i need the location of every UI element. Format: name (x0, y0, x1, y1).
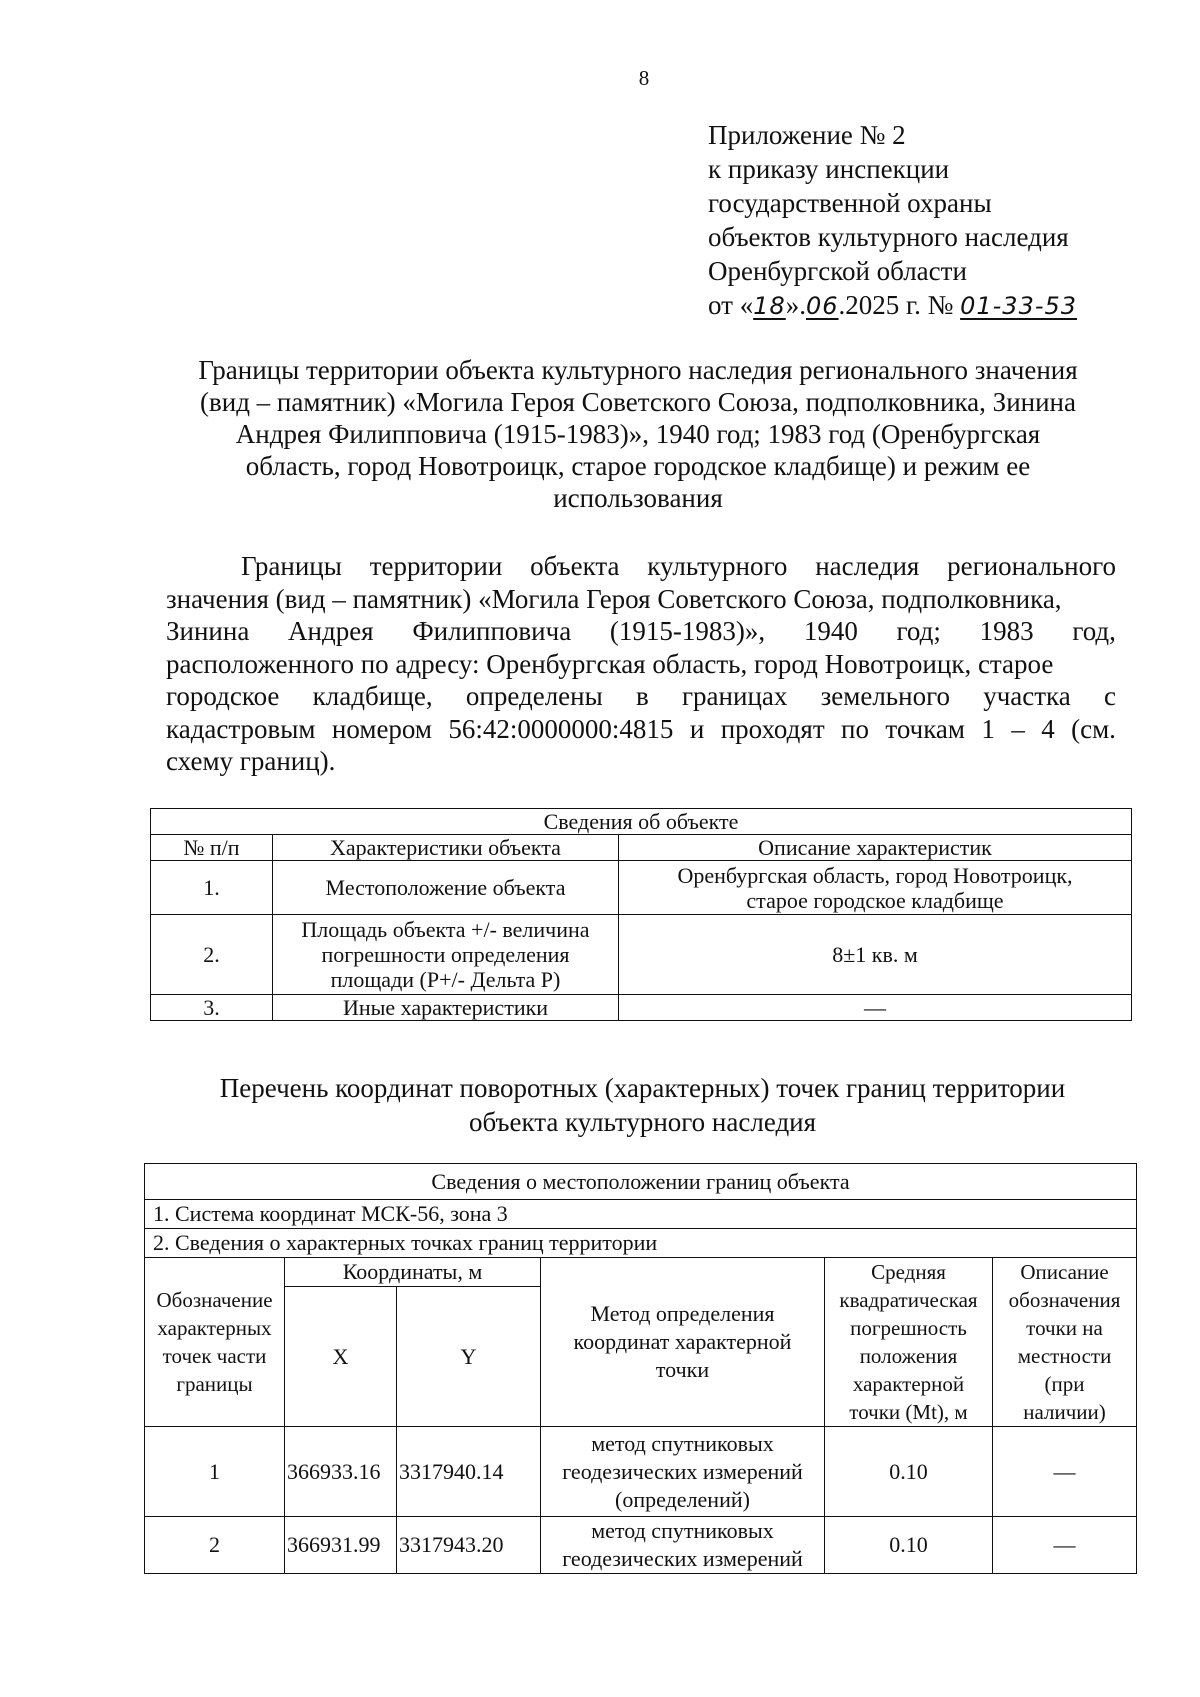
table-header-row (145, 1258, 1137, 1287)
method-cell (541, 1517, 825, 1574)
paragraph-word: территории (369, 551, 503, 581)
paragraph-word: расположенного по адресу: Оренбургская область, город Новотроицк, старое (166, 648, 1054, 679)
paragraph-word: и (689, 713, 705, 744)
paragraph-word: земельного (820, 681, 950, 711)
section-title-line: Перечень координат поворотных (характерных) точек границ территории (219, 1073, 1066, 1103)
paragraph-word: в (636, 681, 649, 711)
header-line: местности (1017, 1344, 1112, 1368)
x-coordinate: 366933.16 (285, 1427, 397, 1517)
paragraph-word: участка (983, 681, 1071, 711)
title-line: использования (553, 483, 723, 513)
paragraph-word: 1983 (979, 616, 1034, 646)
table-header-row (151, 835, 1132, 861)
boundary-description-paragraph (166, 550, 1116, 778)
header-line: точек части (162, 1344, 267, 1368)
paragraph-word: проходят (720, 713, 825, 744)
point-description: — (993, 1427, 1137, 1517)
characteristic-name (273, 861, 619, 915)
cell-line: погрешности определения (321, 942, 570, 967)
appendix-line: к приказу инспекции (708, 154, 950, 184)
header-line: (при (1044, 1372, 1085, 1396)
error-value: 0.10 (825, 1517, 993, 1574)
title-line: Границы территории объекта культурного наследия регионального значения (198, 355, 1078, 385)
paragraph-word: Границы (241, 551, 342, 581)
appendix-header (708, 118, 1077, 323)
paragraph-word: 56:42:0000000:4815 (448, 713, 674, 744)
y-coordinate: 3317940.14 (397, 1427, 541, 1517)
table-row (151, 995, 1132, 1021)
cell-line: Иные характеристики (342, 995, 549, 1020)
date-suffix: .2025 г. № (838, 290, 961, 320)
cell-line: Оренбургская область, город Новотроицк, (677, 862, 1073, 888)
paragraph-word: регионального (947, 551, 1116, 581)
characteristic-description (619, 861, 1132, 915)
header-line: координат характерной (573, 1329, 792, 1354)
paragraph-word: 4 (1041, 713, 1055, 744)
characteristic-description (619, 995, 1132, 1021)
paragraph-word: границах (681, 681, 788, 711)
paragraph-word: по (841, 713, 869, 744)
table-row (151, 915, 1132, 995)
header-line: границы (176, 1372, 253, 1396)
paragraph-word: Андрея (288, 616, 374, 646)
point-number: 2 (145, 1517, 285, 1574)
x-coordinate: 366931.99 (285, 1517, 397, 1574)
paragraph-word: год; (896, 616, 941, 646)
method-cell (541, 1427, 825, 1517)
paragraph-line (166, 648, 1116, 681)
point-designation-header (145, 1258, 285, 1427)
section-title-line: объекта культурного наследия (468, 1107, 817, 1137)
row-number: 2. (151, 915, 273, 995)
cell-line: геодезических измерений (562, 1546, 803, 1571)
appendix-line: государственной охраны (708, 188, 992, 218)
table-row (145, 1517, 1137, 1574)
paragraph-word: Зинина (166, 616, 250, 646)
paragraph-word: Филипповича (412, 616, 572, 646)
cell-line: — (864, 995, 886, 1020)
method-header (541, 1258, 825, 1427)
points-caption: 2. Сведения о характерных точках границ территории (145, 1229, 1137, 1258)
cell-line: Местоположение объекта (325, 875, 566, 900)
header-line: характерных (157, 1316, 272, 1340)
cell-line: 8±1 кв. м (832, 942, 918, 967)
cell-line: площади (Р+/- Дельта Р) (330, 967, 561, 992)
paragraph-line (166, 550, 1116, 583)
header-line: Обозначение (156, 1288, 273, 1312)
header-line: погрешность (850, 1316, 967, 1340)
header-line: точки на (1026, 1316, 1103, 1340)
column-header: Описание характеристик (619, 835, 1132, 861)
paragraph-word: 1940 (803, 616, 858, 646)
coordinate-system-row (145, 1200, 1137, 1229)
paragraph-line (166, 680, 1116, 713)
appendix-line: Приложение № 2 (708, 120, 906, 150)
cell-line: (определений) (615, 1486, 750, 1512)
characteristic-description (619, 915, 1132, 995)
table-caption: Сведения об объекте (151, 809, 1132, 835)
paragraph-line (166, 615, 1116, 648)
handwritten-month: 06 (806, 292, 839, 320)
coordinates-section-title (150, 1071, 1135, 1139)
point-description: — (993, 1517, 1137, 1574)
y-coordinate: 3317943.20 (397, 1517, 541, 1574)
paragraph-line (166, 583, 1116, 616)
table-caption-row (145, 1164, 1137, 1200)
appendix-line: Оренбургской области (708, 256, 967, 286)
header-line: квадратическая (839, 1288, 978, 1312)
title-line: (вид – памятник) «Могила Героя Советского Союза, подполковника, Зинина (200, 387, 1076, 417)
header-line: Средняя (871, 1260, 946, 1284)
paragraph-word: точкам (885, 713, 965, 744)
paragraph-word: значения (вид – памятник) «Могила Героя Советского Союза, подполковника, (166, 583, 1062, 614)
characteristic-name (273, 915, 619, 995)
error-value: 0.10 (825, 1427, 993, 1517)
document-title (168, 354, 1108, 514)
header-line: точки (655, 1357, 710, 1382)
coordinates-header: Координаты, м (285, 1258, 541, 1287)
cell-line: метод спутниковых (591, 1518, 774, 1543)
cell-line: старое городское кладбище (746, 887, 1004, 913)
paragraph-line (166, 713, 1116, 746)
coordinates-table (144, 1163, 1137, 1574)
paragraph-word: 1 (981, 713, 995, 744)
paragraph-word: культурного (647, 551, 788, 581)
paragraph-word: номером (331, 713, 432, 744)
table-row (145, 1427, 1137, 1517)
paragraph-word: городское (166, 681, 280, 711)
paragraph-word: кладбище, (312, 681, 433, 711)
paragraph-word: определены (465, 681, 603, 711)
paragraph-word: – (1011, 713, 1025, 744)
date-mid: ». (785, 290, 806, 320)
error-header (825, 1258, 993, 1427)
header-line: Описание (1020, 1260, 1109, 1284)
paragraph-word: с (1103, 681, 1116, 711)
column-header: № п/п (151, 835, 273, 861)
paragraph-word: (1915-1983)», (609, 616, 766, 646)
column-header: Характеристики объекта (273, 835, 619, 861)
point-description-header (993, 1258, 1137, 1427)
table-caption-row (151, 809, 1132, 835)
table-caption: Сведения о местоположении границ объекта (145, 1164, 1137, 1200)
paragraph-line (166, 745, 1116, 778)
paragraph-word: объекта (530, 551, 620, 581)
title-line: Андрея Филипповича (1915-1983)», 1940 год; 1983 год (Оренбургская (235, 419, 1041, 449)
order-date-line (708, 288, 1077, 323)
coordinate-system: 1. Система координат МСК-56, зона 3 (145, 1200, 1137, 1229)
page-number: 8 (638, 66, 650, 90)
header-line: обозначения (1008, 1288, 1121, 1312)
cell-line: Площадь объекта +/- величина (301, 917, 590, 942)
x-header: X (285, 1287, 397, 1427)
handwritten-order-number: 01-33-53 (960, 292, 1078, 320)
cell-line: геодезических измерений (562, 1458, 803, 1484)
paragraph-word: кадастровым (166, 713, 316, 744)
paragraph-word: год, (1072, 616, 1116, 646)
header-line: точки (Mt), м (849, 1400, 968, 1424)
table-row (151, 861, 1132, 915)
row-number: 3. (151, 995, 273, 1021)
paragraph-word: (см. (1071, 713, 1116, 744)
cell-line: метод спутниковых (591, 1430, 774, 1456)
header-line: положения (859, 1344, 958, 1368)
handwritten-day: 18 (753, 292, 786, 320)
point-number: 1 (145, 1427, 285, 1517)
header-line: Метод определения (590, 1301, 775, 1326)
appendix-line: объектов культурного наследия (708, 222, 1069, 252)
object-info-table (150, 808, 1132, 1021)
title-line: область, город Новотроицк, старое городское кладбище) и режим ее (245, 451, 1031, 481)
date-prefix: от « (708, 290, 754, 320)
header-line: наличии) (1023, 1400, 1106, 1424)
paragraph-word: наследия (815, 551, 920, 581)
points-caption-row (145, 1229, 1137, 1258)
header-line: характерной (852, 1372, 965, 1396)
y-header: Y (397, 1287, 541, 1427)
characteristic-name (273, 995, 619, 1021)
paragraph-word: схему границ). (166, 746, 336, 776)
row-number: 1. (151, 861, 273, 915)
